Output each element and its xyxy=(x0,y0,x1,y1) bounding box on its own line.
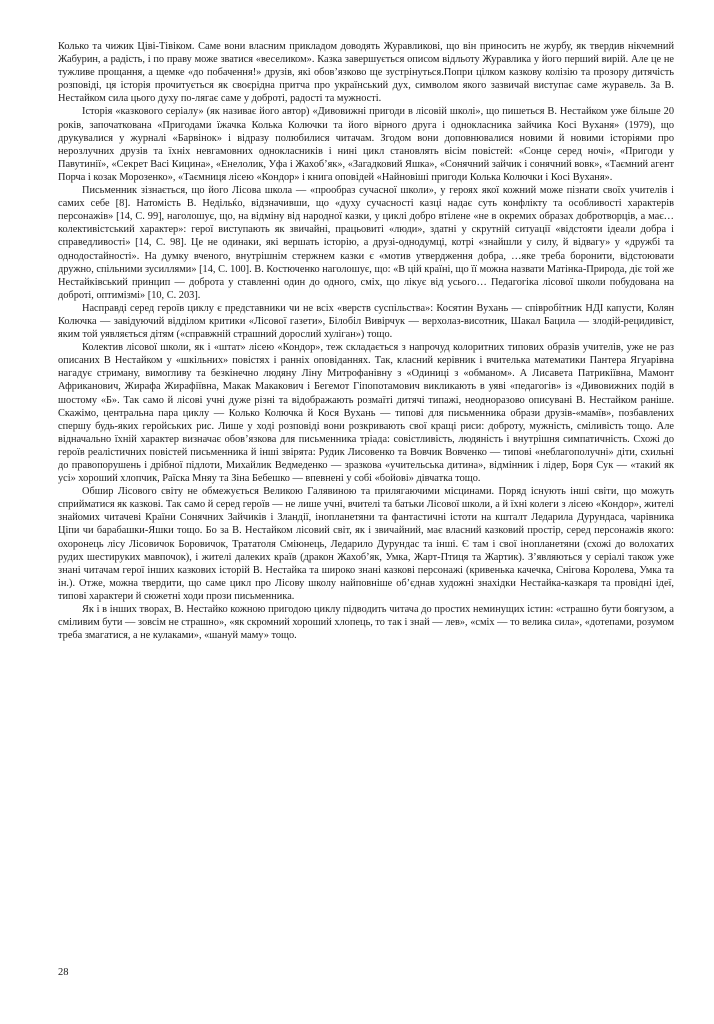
paragraph-continuation: Колько та чижик Ціві-Тівіком. Саме вони власним прикладом доводять Журавликові, що він приносить не журбу, як твердив нікчемний Жабурин, а радість, і по праву може зватися «веселиком». Казка завершується описом відльоту Журавлика у його перший вирій. Але це не тужливе прощання, а щемке «до побачення!» друзів, які обов’язково ще зустрінуться.Попри цілком казкову колізію та прозору дитячість розповіді, ця історія прочитується як своєрідна притча про український дух, символом якого зазвичай виступає саме журавель. За В. Нестайком сила цього духу по-лягає саме у доброті, радості та мужності. xyxy=(58,41,674,105)
page-text-block xyxy=(58,40,674,970)
paragraph-author-confession: Письменник зізнається, що його Лісова школа — «прообраз сучасної школи», у героях якої кожний може пізнати своїх учителів і самих себе [8]. Натомість В. Недільќо, відзначивши, що «духу сучасності казці надає суть конфлікту та особливості характерів персонажів» [14, С. 99], наголошує, що, на відміну від народної казки, у циклі добро втілене «не в окремих образах добротворців, а має… колективістський характер»: герої виступають як звичайні, працьовиті «люди», здатні у скрутній ситуації «відстояти ідеали добра і справедливості» [14, С. 98]. Це не одинаки, які вершать історію, а друзі-однодумці, котрі «знайшли у силу, й відвагу» у «дружбі та однодостайності». На думку вченого, внутрішнім стержнем казки є «мотив утвердження добра, …яке треба боронити, відстоювати дружно, спільними зусиллями» [14, С. 100]. В. Костюченко наголошує, що: «В цій країні, що її можна назвати Матінка-Природа, діє той же Нестайківський принцип — доброта у ставленні один до одного, сміх, що лікує від усього… Педагогіка лісової школи побудована на доброті, оптимізмі» [10, С. 203]. xyxy=(58,185,674,301)
page-number: 28 xyxy=(58,967,69,978)
paragraph-forest-world: Обшир Лісового світу не обмежується Великою Галявиною та прилягаючими місцинами. Поряд існують інші світи, що можуть сприйматися як казкові. Так само й серед героїв — не лише учні, вчителі та батьки Лісової школи, а й їхні колеги з лісею «Кондор», жителі знайомих читачеві Країни Сонячних Зайчиків і Зландії, інопланетяни та фантастичні істоти на кшталт Ледарила Дурундаса, чарівника Ціпи чи барабашки-Яшки тощо. Бо за В. Нестайком лісовий світ, як і звичайний, має власний казковий простір, серед персонажів якого: охоронець лісу Лісовичок Боровичок, Трататоля Сміюнець, Ледарило Дурундас та інші. Є там і свої інопланетяни (схожі до волохатих рудих шестируких мавпочок), і жителі далеких країв (дракон Жахоб’як, Умка, Жарт-Птиця та Жартик). З’являються у серіалі також уже знані читачам герої інших казкових історій В. Нестайка та широко знані казкові персонажі (кривенька качечка, Снігова Королева, Умка та ін.). Отже, можна твердити, що саме цикл про Лісову школу найповніше об’єднав художні знахідки Нестайка-казкаря та провідні ідеї, типові характери й сюжетні ходи прози письменника. xyxy=(58,486,674,602)
paragraph-truths: Як і в інших творах, В. Нестайко кожною пригодою циклу підводить читача до простих неминущих істин: «страшно бути боягузом, а сміливим бути — зовсім не страшно», «як скромний хороший хлопець, то так і знай — лев», «сміх — то велика сила», «дотепами, розумом треба змагатися, а не кулаками», «шануй маму» тощо. xyxy=(58,604,674,642)
paragraph-school-staff: Колектив лісової школи, як і «штат» лісею «Кондор», теж складається з напрочуд колоритних типових образів учителів, уже не раз описаних В Нестайком у «шкільних» повістях і ранніх оповіданнях. Так, класний керівник і вчителька математики Пантера Ягуарівна нагадує стриману, вимогливу та безкінечно людяну Ліну Митрофанівну з «Одиниці з «обманом». А Лисавета Патрикіївна, Мамонт Африканович, Жирафа Жирафіївна, Макак Макакович і Бегемот Гіпопотамович викликають в уяві «педагогів» із «Дивовижних подій в шостому «Б». Так само й лісові учні дуже різні та відображають розмаїті дитячі типажі, неодноразово описувані В. Нестайком раніше. Скажімо, центральна пара циклу — Колько Колючка й Кося Вухань — типові для письменника образи друзів-«мамїв», позбавлених спершу будь-яких геройських рис. Лише у ході розповіді вони розкривають свої кращі риси: доброту, мужність, сміливість тощо. Але відначально їхній характер визначає обов’язкова для письменника тріада: совістливість, людяність і внутрішня симпатичність. Схожі до героїв реалістичних повістей письменника й інші звірята: Рудик Лисовенко та Вовчик Вовченко — типові «неблагополучні» діти, схильні до правопорушень і дрібної підлоти, Михайлик Ведмеденко — зразкова «учительська дитина», відмінник і лідер, Боря Сук — «такий як усі» хороший хлопчик, Раїска Мняу та Зіна Бебешко — впевнені у собі «бойові» дівчатка тощо. xyxy=(58,342,674,485)
paragraph-society-layers: Насправді серед героїв циклу є представники чи не всіх «верств суспільства»: Косятин Вухань — співробітник НДІ капусти, Колян Колючка — завідуючий відділом критики «Лісової газети», Білобіл Вивірчук — верхолаз-висотник, Шакал Бацила — злодій-рецидивіст, яким той уявляється дітям («справжній страшний дорослий хуліган») тощо. xyxy=(58,302,674,341)
paragraph-serial-history: Історія «казкового серіалу» (як називає його автор) «Дивовижні пригоди в лісовій школі», що пишеться В. Нестайком уже більше 20 років, започаткована «Пригодами їжачка Колька Колючки та його вірного друга і однокласника зайчика Косі Вуханя» (1979), що друкувалися у журналі «Барвінок» і відразу полюбилися читачам. Згодом вони доповнювалися новими й новими історіями про нерозлучних друзів та їхніх невгамовних однокласників і нині цикл становлять вісім повістей: «Сонце серед ночі», «Пригоди у Павутинії», «Секрет Васі Кицина», «Енелолик, Уфа і Жахоб’як», «Загадковий Яшка», «Сонячний зайчик і сонячний вовк», «Таємний агент Порча і козак Морозенко», «Таємниця лісею «Кондор» і книга оповідей «Найновіші пригоди Колька Колючки і Косі Вуханя». xyxy=(58,106,674,183)
